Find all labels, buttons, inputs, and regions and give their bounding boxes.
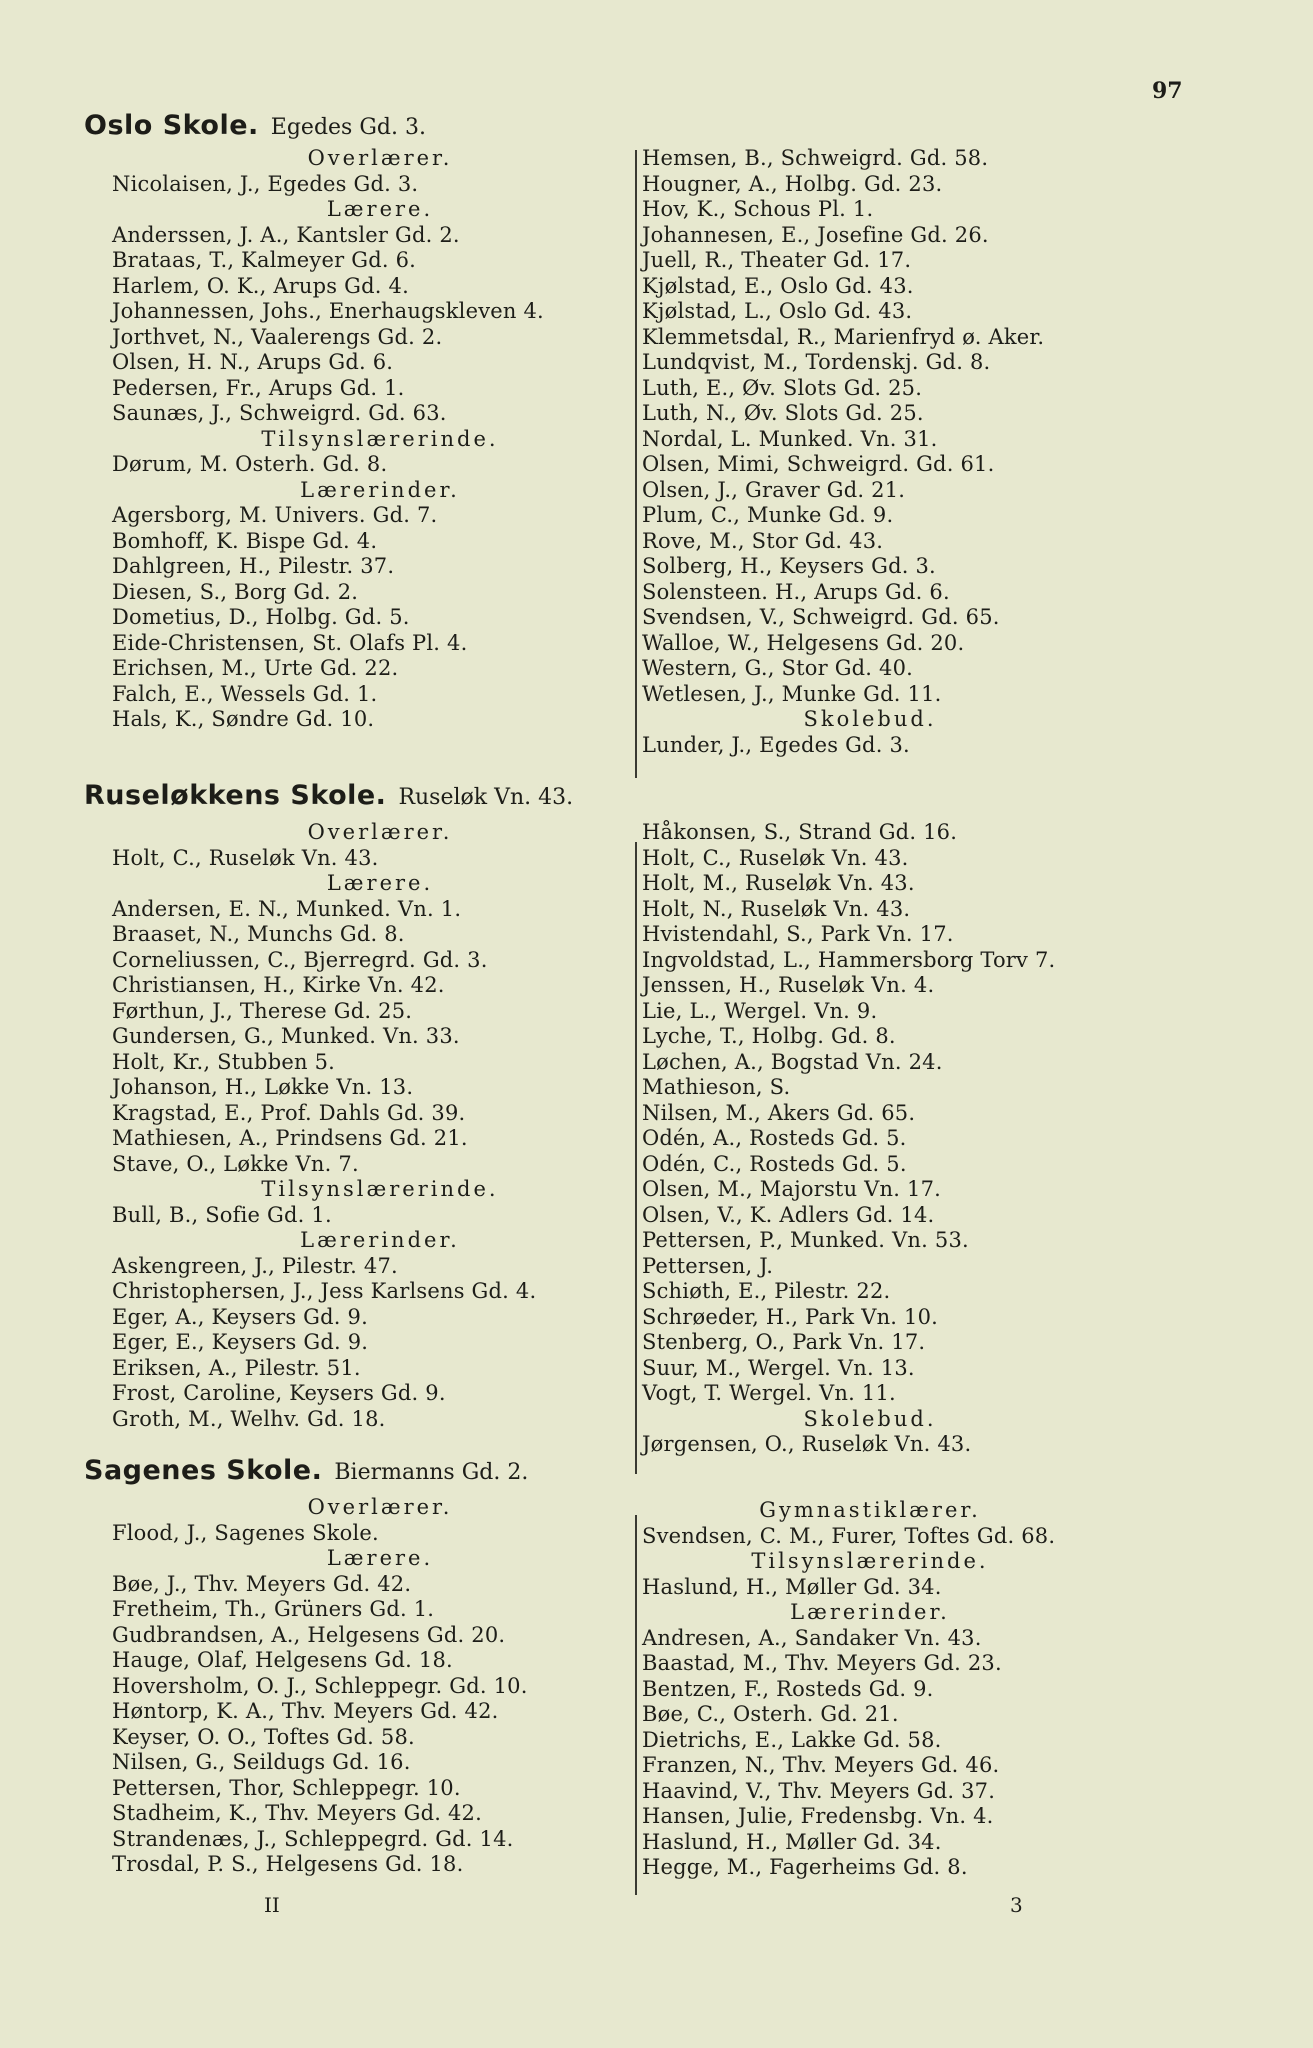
directory-entry: Kragstad, E., Prof. Dahls Gd. 39. xyxy=(112,1100,466,1125)
directory-entry: Johanson, H., Løkke Vn. 13. xyxy=(112,1075,414,1099)
directory-entry: Johannessen, Johs., Enerhaugskleven 4. xyxy=(112,299,544,323)
directory-entry: Hauge, Olaf, Helgesens Gd. 18. xyxy=(112,1648,453,1672)
directory-entry: Eide-Christensen, St. Olafs Pl. 4. xyxy=(112,630,468,655)
directory-entry: Stenberg, O., Park Vn. 17. xyxy=(642,1330,926,1354)
directory-entry: Dietrichs, E., Lakke Gd. 58. xyxy=(642,1727,942,1752)
footer-signature-left: II xyxy=(264,1893,280,1917)
category-heading: Tilsynslærerinde. xyxy=(261,426,499,451)
directory-entry: Nilsen, M., Akers Gd. 65. xyxy=(642,1100,916,1125)
directory-entry: Pettersen, Thor, Schleppegr. 10. xyxy=(112,1775,461,1800)
directory-entry: Mathiesen, A., Prindsens Gd. 21. xyxy=(112,1126,468,1150)
directory-entry: Haslund, H., Møller Gd. 34. xyxy=(642,1829,942,1854)
directory-entry: Eriksen, A., Pilestr. 51. xyxy=(112,1355,361,1380)
school-heading xyxy=(84,1454,528,1491)
school-address: Biermanns Gd. 2. xyxy=(334,1460,529,1485)
directory-entry: Western, G., Stor Gd. 40. xyxy=(642,656,914,680)
school-address: Ruseløk Vn. 43. xyxy=(398,785,574,810)
directory-entry: Luth, N., Øv. Slots Gd. 25. xyxy=(642,401,924,425)
directory-entry: Brataas, T., Kalmeyer Gd. 6. xyxy=(112,248,417,272)
directory-entry: Trosdal, P. S., Helgesens Gd. 18. xyxy=(112,1852,464,1876)
directory-entry: Schiøth, E., Pilestr. 22. xyxy=(642,1279,891,1303)
directory-entry: Haavind, V., Thv. Meyers Gd. 37. xyxy=(642,1778,996,1803)
directory-entry: Corneliussen, C., Bjerregrd. Gd. 3. xyxy=(112,947,488,972)
directory-entry: Stave, O., Løkke Vn. 7. xyxy=(112,1151,359,1176)
category-heading: Gymnastiklærer. xyxy=(759,1498,981,1522)
category-heading: Overlærer. xyxy=(307,1495,453,1519)
directory-entry: Andersen, E. N., Munked. Vn. 1. xyxy=(112,896,462,921)
category-heading: Tilsynslærerinde. xyxy=(751,1549,989,1573)
directory-entry: Luth, E., Øv. Slots Gd. 25. xyxy=(642,375,923,400)
directory-entry: Rove, M., Stor Gd. 43. xyxy=(642,528,884,553)
directory-entry: Keyser, O. O., Toftes Gd. 58. xyxy=(112,1724,415,1749)
school-address: Egedes Gd. 3. xyxy=(270,115,426,140)
directory-entry: Nilsen, G., Seildugs Gd. 16. xyxy=(112,1750,411,1774)
directory-entry: Løchen, A., Bogstad Vn. 24. xyxy=(642,1049,943,1074)
directory-entry: Walloe, W., Helgesens Gd. 20. xyxy=(642,630,965,655)
directory-entry: Holt, C., Ruseløk Vn. 43. xyxy=(112,845,379,870)
directory-entry: Pettersen, J. xyxy=(642,1253,774,1278)
directory-entry: Hougner, A., Holbg. Gd. 23. xyxy=(642,171,943,196)
directory-entry: Saunæs, J., Schweigrd. Gd. 63. xyxy=(112,401,447,425)
page-number: 97 xyxy=(1152,78,1183,104)
directory-entry: Andresen, A., Sandaker Vn. 43. xyxy=(642,1625,982,1650)
directory-entry: Klemmetsdal, R., Marienfryd ø. Aker. xyxy=(642,324,1045,349)
directory-entry: Lunder, J., Egedes Gd. 3. xyxy=(642,732,910,757)
directory-entry: Suur, M., Wergel. Vn. 13. xyxy=(642,1355,915,1380)
directory-entry: Odén, C., Rosteds Gd. 5. xyxy=(642,1151,907,1176)
directory-entry: Jørgensen, O., Ruseløk Vn. 43. xyxy=(642,1432,972,1456)
column-divider xyxy=(635,842,637,1474)
directory-entry: Franzen, N., Thv. Meyers Gd. 46. xyxy=(642,1753,1000,1777)
directory-entry: Strandenæs, J., Schleppegrd. Gd. 14. xyxy=(112,1826,514,1851)
directory-entry: Johannesen, E., Josefine Gd. 26. xyxy=(642,222,989,247)
directory-entry: Bentzen, F., Rosteds Gd. 9. xyxy=(642,1676,934,1701)
directory-entry: Eger, E., Keysers Gd. 9. xyxy=(112,1330,369,1354)
directory-entry: Holt, Kr., Stubben 5. xyxy=(112,1049,336,1074)
directory-entry: Diesen, S., Borg Gd. 2. xyxy=(112,579,359,604)
directory-entry: Haslund, H., Møller Gd. 34. xyxy=(642,1574,942,1599)
directory-entry: Lie, L., Wergel. Vn. 9. xyxy=(642,998,878,1023)
column-divider xyxy=(635,1515,637,1895)
directory-entry: Håkonsen, S., Strand Gd. 16. xyxy=(642,820,958,844)
directory-entry: Jorthvet, N., Vaalerengs Gd. 2. xyxy=(112,324,443,349)
directory-entry: Olsen, M., Majorstu Vn. 17. xyxy=(642,1177,942,1201)
directory-entry: Fretheim, Th., Grüners Gd. 1. xyxy=(112,1597,435,1621)
category-heading: Skolebud. xyxy=(803,707,937,731)
directory-entry: Harlem, O. K., Arups Gd. 4. xyxy=(112,273,409,298)
column-divider xyxy=(635,150,637,778)
category-heading: Tilsynslærerinde. xyxy=(261,1177,499,1201)
directory-entry: Ingvoldstad, L., Hammersborg Torv 7. xyxy=(642,947,1056,972)
directory-entry: Hegge, M., Fagerheims Gd. 8. xyxy=(642,1855,968,1879)
directory-entry: Wetlesen, J., Munke Gd. 11. xyxy=(642,681,942,706)
school-name: Ruseløkkens Skole. xyxy=(84,780,387,811)
school-name: Sagenes Skole. xyxy=(84,1455,323,1486)
category-heading: Lærerinder. xyxy=(300,477,460,502)
directory-entry: Holt, C., Ruseløk Vn. 43. xyxy=(642,845,909,870)
directory-entry: Pedersen, Fr., Arups Gd. 1. xyxy=(112,375,405,400)
directory-entry: Bøe, J., Thv. Meyers Gd. 42. xyxy=(112,1571,412,1596)
directory-entry: Olsen, V., K. Adlers Gd. 14. xyxy=(642,1202,935,1227)
directory-entry: Lyche, T., Holbg. Gd. 8. xyxy=(642,1024,896,1048)
directory-entry: Mathieson, S. xyxy=(642,1075,791,1099)
directory-entry: Gudbrandsen, A., Helgesens Gd. 20. xyxy=(112,1622,506,1647)
directory-entry: Olsen, Mimi, Schweigrd. Gd. 61. xyxy=(642,452,995,476)
directory-entry: Erichsen, M., Urte Gd. 22. xyxy=(112,656,399,680)
category-heading: Lærere. xyxy=(326,1546,434,1570)
directory-entry: Bull, B., Sofie Gd. 1. xyxy=(112,1202,332,1227)
school-heading xyxy=(84,779,573,816)
directory-entry: Dahlgreen, H., Pilestr. 37. xyxy=(112,554,395,578)
directory-entry: Hvistendahl, S., Park Vn. 17. xyxy=(642,922,954,946)
category-heading: Overlærer. xyxy=(307,146,453,170)
directory-entry: Agersborg, M. Univers. Gd. 7. xyxy=(112,503,438,527)
directory-entry: Solberg, H., Keysers Gd. 3. xyxy=(642,554,936,578)
directory-entry: Olsen, J., Graver Gd. 21. xyxy=(642,477,906,502)
directory-entry: Falch, E., Wessels Gd. 1. xyxy=(112,681,378,706)
directory-entry: Kjølstad, L., Oslo Gd. 43. xyxy=(642,299,913,323)
category-heading: Lærerinder. xyxy=(300,1228,460,1252)
school-heading xyxy=(84,109,426,146)
directory-entry: Stadheim, K., Thv. Meyers Gd. 42. xyxy=(112,1801,482,1825)
directory-entry: Dometius, D., Holbg. Gd. 5. xyxy=(112,605,410,629)
directory-entry: Førthun, J., Therese Gd. 25. xyxy=(112,998,413,1023)
directory-entry: Nicolaisen, J., Egedes Gd. 3. xyxy=(112,171,419,196)
category-heading: Lærerinder. xyxy=(790,1600,950,1624)
directory-entry: Braaset, N., Munchs Gd. 8. xyxy=(112,922,405,946)
directory-entry: Høntorp, K. A., Thv. Meyers Gd. 42. xyxy=(112,1699,499,1723)
category-heading: Overlærer. xyxy=(307,820,453,844)
directory-entry: Plum, C., Munke Gd. 9. xyxy=(642,503,894,527)
directory-entry: Holt, N., Ruseløk Vn. 43. xyxy=(642,896,911,921)
directory-entry: Eger, A., Keysers Gd. 9. xyxy=(112,1304,368,1329)
directory-entry: Hemsen, B., Schweigrd. Gd. 58. xyxy=(642,146,989,170)
directory-entry: Jenssen, H., Ruseløk Vn. 4. xyxy=(642,973,935,997)
directory-entry: Flood, J., Sagenes Skole. xyxy=(112,1520,379,1545)
directory-entry: Schrøeder, H., Park Vn. 10. xyxy=(642,1304,939,1329)
directory-entry: Kjølstad, E., Oslo Gd. 43. xyxy=(642,273,914,298)
directory-entry: Olsen, H. N., Arups Gd. 6. xyxy=(112,350,394,374)
footer-signature-right: 3 xyxy=(1010,1893,1023,1917)
directory-entry: Svendsen, V., Schweigrd. Gd. 65. xyxy=(642,605,1000,629)
category-heading: Skolebud. xyxy=(803,1406,937,1431)
directory-entry: Askengreen, J., Pilestr. 47. xyxy=(112,1253,398,1278)
directory-entry: Juell, R., Theater Gd. 17. xyxy=(642,248,912,272)
directory-entry: Groth, M., Welhv. Gd. 18. xyxy=(112,1406,386,1431)
directory-entry: Gundersen, G., Munked. Vn. 33. xyxy=(112,1024,460,1048)
directory-entry: Vogt, T. Wergel. Vn. 11. xyxy=(642,1381,896,1405)
directory-entry: Pettersen, P., Munked. Vn. 53. xyxy=(642,1228,969,1252)
directory-entry: Holt, M., Ruseløk Vn. 43. xyxy=(642,871,915,895)
directory-entry: Lundqvist, M., Tordenskj. Gd. 8. xyxy=(642,350,991,374)
directory-entry: Hov, K., Schous Pl. 1. xyxy=(642,197,874,221)
directory-entry: Hals, K., Søndre Gd. 10. xyxy=(112,707,375,731)
directory-entry: Nordal, L. Munked. Vn. 31. xyxy=(642,426,938,451)
category-heading: Lærere. xyxy=(326,871,434,895)
directory-entry: Christophersen, J., Jess Karlsens Gd. 4. xyxy=(112,1279,537,1303)
directory-entry: Anderssen, J. A., Kantsler Gd. 2. xyxy=(112,222,460,247)
directory-entry: Svendsen, C. M., Furer, Toftes Gd. 68. xyxy=(642,1523,1056,1548)
directory-entry: Christiansen, H., Kirke Vn. 42. xyxy=(112,973,445,997)
directory-entry: Solensteen. H., Arups Gd. 6. xyxy=(642,579,950,604)
directory-entry: Frost, Caroline, Keysers Gd. 9. xyxy=(112,1381,446,1405)
directory-entry: Hoversholm, O. J., Schleppegr. Gd. 10. xyxy=(112,1673,528,1698)
category-heading: Lærere. xyxy=(326,197,434,221)
directory-entry: Dørum, M. Osterh. Gd. 8. xyxy=(112,452,388,476)
directory-entry: Bøe, C., Osterh. Gd. 21. xyxy=(642,1702,899,1726)
directory-entry: Odén, A., Rosteds Gd. 5. xyxy=(642,1126,907,1150)
directory-entry: Hansen, Julie, Fredensbg. Vn. 4. xyxy=(642,1804,994,1828)
directory-entry: Baastad, M., Thv. Meyers Gd. 23. xyxy=(642,1651,1002,1675)
directory-entry: Bomhoff, K. Bispe Gd. 4. xyxy=(112,528,378,553)
school-name: Oslo Skole. xyxy=(84,110,259,141)
